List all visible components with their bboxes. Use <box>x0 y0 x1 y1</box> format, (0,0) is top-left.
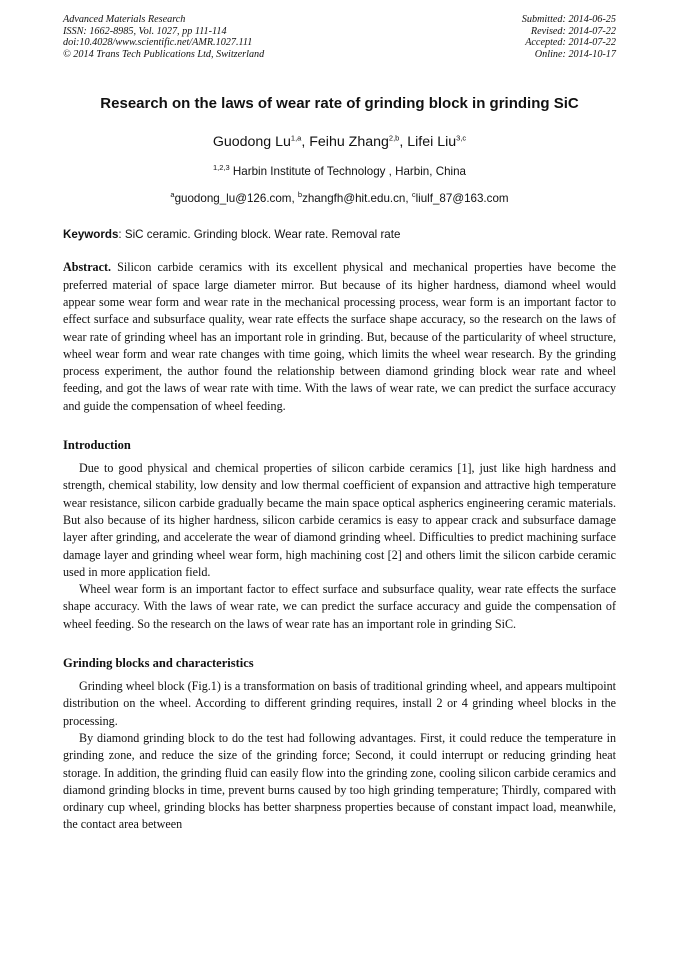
paper-title: Research on the laws of wear rate of grinding block in grinding SiC <box>100 95 579 113</box>
journal-doi: doi:10.4028/www.scientific.net/AMR.1027.111 <box>63 37 253 49</box>
date-accepted: Accepted: 2014-07-22 <box>525 37 616 49</box>
author-emails <box>63 192 616 205</box>
keywords <box>63 228 616 241</box>
abstract-label: Abstract. <box>63 260 112 275</box>
author: Guodong Lu$^{1,a}$, <box>212 133 310 151</box>
keywords-label: Keywords <box>63 228 119 242</box>
date-revised: Revised: 2014-07-22 <box>530 25 616 37</box>
author: Feihu Zhang$^{2,b}$, <box>309 133 408 151</box>
journal-issn: ISSN: 1662-8985, Vol. 1027, pp 111-114 <box>63 25 227 37</box>
paragraph: Due to good physical and chemical properties of silicon carbide ceramics [1], just like high hardness and strength, chemical stability, low density and low thermal coefficient of expansion and attractive high temperature wear resistance, silicon carbide gradually became the main space optical aspherics engineering ceramic materials. But also because of its higher hardness, silicon carbide ceramics is easy to appear crack and subsurface damage layer after grinding, and accelerate the wear of diamond grinding wheel. Difficulties to predict machining surface damage layer and grinding wheel wear form, high machining cost [2] and others limit the silicon carbide ceramic used in more application field. <box>63 461 616 579</box>
date-submitted: Submitted: 2014-06-25 <box>521 14 616 25</box>
paragraph: By diamond grinding block to do the test had following advantages. First, it could reduce the temperature in grinding zone, and reduce the size of the grinding force; Second, it could interrupt or reducing grinding heat storage. In addition, the grinding fluid can easily flow into the grinding zone, cooling silicon carbide ceramics and diamond grinding blocks in time, prevent burns caused by too high grinding temperature; Thirdly, compared with ordinary cup wheel, grinding blocks has better sharpness properties because of constant impact load, meanwhile, the contact area between <box>63 730 616 832</box>
section-heading-introduction: Introduction <box>63 438 131 453</box>
abstract <box>63 259 616 415</box>
journal-info <box>63 14 264 60</box>
paragraph: Wheel wear form is an important factor to effect surface and subsurface quality, wear rate effects the surface shape accuracy. With the laws of wear rate, we can predict the surface accuracy and guide the compensation of wheel feeding. So the research on the laws of wear rate has an important role in grinding SiC. <box>63 582 616 631</box>
abstract-text: Silicon carbide ceramics with its excellent physical and mechanical properties have become the preferred material of space large diameter mirror. But because of its higher hardness, diamond wheel would appear some wear form and wear rate in the mechanical processing process, wear form is an important factor to effect surface and subsurface quality, wear rate effects the surface shape accuracy, so the research on the laws of wear rate of grinding wheel has an important role in grinding. But, because of the particularity of wheel structure, wheel wear form and wear rate changes with time going, which limits the wheel wear research. By the grinding process experiment, the author found the relationship between diamond grinding block wear rate and wheel feeding, and got the laws of wear rate with time. With the laws of wear rate, we can predict the surface accuracy and guide the compensation of wheel feeding. <box>63 260 616 413</box>
section-heading-grinding-blocks: Grinding blocks and characteristics <box>63 656 254 671</box>
date-online: Online: 2014-10-17 <box>534 48 616 60</box>
affiliation: $^{1,2,3}$ Harbin Institute of Technology , Harbin, China <box>213 163 466 179</box>
journal-header <box>63 14 616 60</box>
author-list <box>63 134 616 150</box>
author: Lifei Liu$^{3,c}$ <box>407 133 467 151</box>
email: $^a$guodong_lu@126.com, <box>170 190 298 206</box>
journal-copyright: © 2014 Trans Tech Publications Ltd, Switzerland <box>63 48 265 60</box>
submission-dates <box>522 14 616 60</box>
email: $^c$liulf_87@163.com <box>411 190 509 206</box>
keywords-text: : SiC ceramic. Grinding block. Wear rate. Removal rate <box>118 228 401 242</box>
journal-name: Advanced Materials Research <box>63 14 186 25</box>
paragraph: Grinding wheel block (Fig.1) is a transformation on basis of traditional grinding wheel, and appears multipoint distribution on the wheel. According to different grinding requires, install 2 or 4 grinding wheel blocks in the processing. <box>63 679 616 728</box>
email: $^b$zhangfh@hit.edu.cn, <box>297 190 412 206</box>
